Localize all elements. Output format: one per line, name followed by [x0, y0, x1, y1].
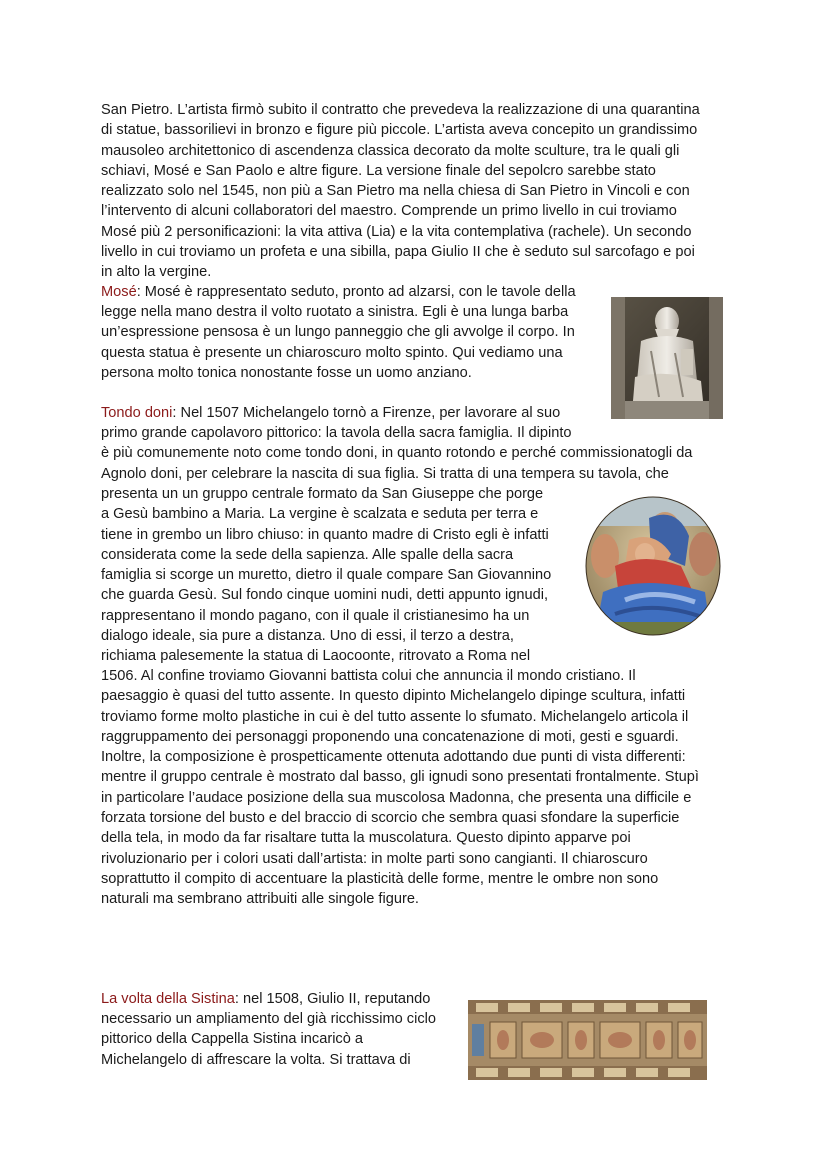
mose-heading: Mosé: [101, 284, 137, 300]
tondo-paragraph-top: primo grande capolavoro pittorico: la tavola della sacra famiglia. Il dipinto è più comunemente noto come tondo doni, in quanto rotondo e perché commissionatogli da Agnolo doni, per celebrare la nascita di sua figlia. Si tratta di una tempera su tavola, che: [101, 425, 693, 482]
tondo-doni-image: [585, 496, 721, 636]
tondo-first-line-text: : Nel 1507 Michelangelo tornò a Firenze, per lavorare al suo: [172, 405, 561, 421]
tondo-first-line: [101, 403, 601, 423]
intro-paragraph: San Pietro. L’artista firmò subito il contratto che prevedeva la realizzazione di una quarantina di statue, bassorilievi in bronzo e figure più piccole. L’artista aveva concepito un grandissimo mausoleo architettonico di ascendenza classica decorato da molte sculture, tra le quali gli schiavi, Mosé e San Paolo e altre figure. La versione finale del sepolcro sarebbe stato realizzato solo nel 1545, non più a San Pietro ma nella chiesa di San Pietro in Vincoli e con l’intervento di alcuni collaboratori del maestro. Comprende un primo livello in cui troviamo Mosé più 2 personificazioni: la vita attiva (Lia) e la vita contemplativa (rachele). Un secondo livello in cui troviamo un profeta e una sibilla, papa Giulio II che è seduto sul sarcofago e poi in alto la vergine.: [101, 102, 700, 281]
tondo-paragraph-wrapped: presenta un un gruppo centrale formato da San Giuseppe che porge a Gesù bambino a Maria. La vergine è scalzata e seduta per terra e tiene in grembo un libro chiuso: in quanto madre di Cristo egli è infatti considerata come la sede della sapienza. Alle spalle della sacra famiglia si scorge un muretto, dietro il quale compare San Giovannino che guarda Gesù. Sul fondo cinque uomini nudi, detti appunto ignudi, rappresentano il mondo pagano, con il quale il cristianesimo ha un dialogo ideale, sia pure a distanza. Uno di essi, il terzo a destra, richiama palesemente la statua di Laocoonte, ritrovato a Roma nel: [101, 486, 552, 665]
sistine-ceiling-image: [468, 1000, 707, 1080]
mose-first-line-text: : Mosé è rappresentato seduto, pronto ad alzarsi, con le tavole della: [136, 284, 576, 300]
sistina-paragraph: necessario un ampliamento del già ricchissimo ciclo pittorico della Cappella Sistina incaricò a Michelangelo di affrescare la volta. Si trattava di: [101, 1011, 436, 1068]
mose-paragraph: legge nella mano destra il volto ruotato a sinistra. Egli è una lunga barba un’espressione pensosa è un lungo panneggio che gli avvolge il corpo. In questa statua è presente un chiaroscuro molto spinto. Qui vediamo una persona molto tonica nonostante fosse un uomo anziano.: [101, 304, 575, 381]
mose-first-line: [101, 282, 601, 302]
sistina-heading: La volta della Sistina: [101, 991, 235, 1007]
tondo-paragraph-rest: 1506. Al confine troviamo Giovanni battista colui che annuncia il mondo cristiano. Il paesaggio è quasi del tutto assente. In questo dipinto Michelangelo dipinge scultura, infatti troviamo forme molto plastiche in cui è del tutto assente lo sfumato. Michelangelo articola il raggruppamento dei personaggi proponendo una concatenazione di moti, gesti e sguardi. Inoltre, la composizione è prospetticamente ottenuta adottando due punti di vista differenti: mentre il gruppo centrale è mostrato dal basso, gli ignudi sono presentati frontalmente. Stupì in particolare l’audace posizione della sua muscolosa Madonna, che presenta una difficile e forzata torsione del busto e del braccio di scorcio che sembra quasi sfondare la superficie della tela, in modo da far risaltare tutta la muscolatura. Questo dipinto apparve poi rivoluzionario per i colori usati dall’artista: in molte parti sono cangianti. Il chiaroscuro soprattutto il compito di accentuare la plasticità delle forme, mentre le ombre non sono naturali ma sembrano attribuiti alle singole figure.: [101, 668, 699, 908]
sistina-first-line-text: : nel 1508, Giulio II, reputando: [234, 991, 431, 1007]
moses-statue-image: [611, 297, 723, 419]
tondo-heading: Tondo doni: [101, 405, 173, 421]
sistina-first-line: [101, 989, 461, 1009]
